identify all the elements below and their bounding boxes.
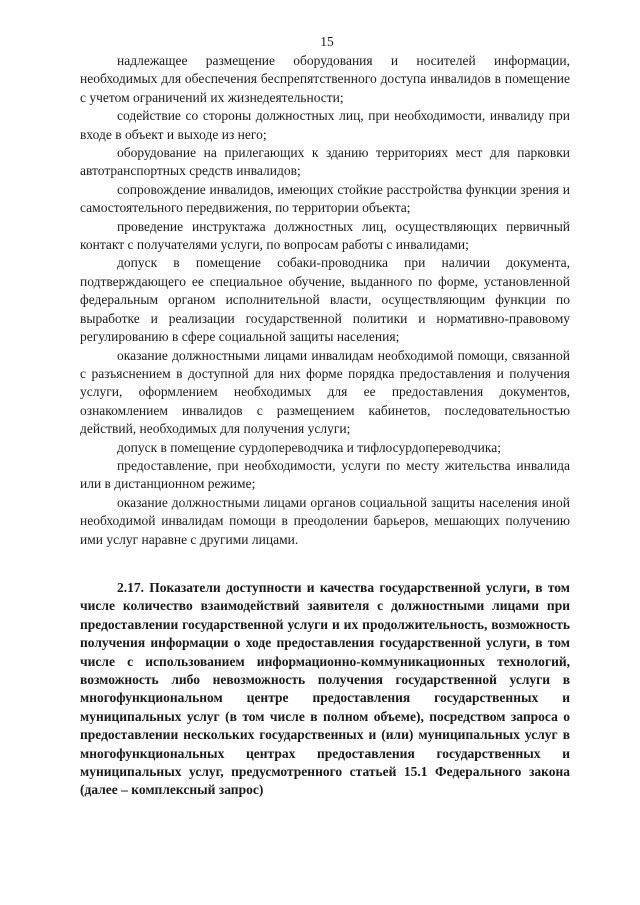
paragraph-remote-service: предоставление, при необходимости, услуги по месту жительства инвалида или в дистанционном режиме; bbox=[80, 457, 570, 492]
paragraph-equipment-placement: надлежащее размещение оборудования и носителей информации, необходимых для обеспечения беспрепятственного доступа инвалидов в помещение с учетом ограничений их жизнедеятельности; bbox=[80, 53, 570, 105]
paragraph-guide-dog: допуск в помещение собаки-проводника при наличии документа, подтверждающего ее специальное обучение, выданного по форме, установленной федеральным органом исполнительной власти, осуществляющим функции по выработке и реализации государственной политики и нормативно-правовому регулированию в сфере социальной защиты населения; bbox=[80, 255, 570, 345]
paragraph-barrier-help: оказание должностными лицами органов социальной защиты населения иной необходимой инвалидам помощи в преодолении барьеров, мешающих получению ими услуг наравне с другими лицами. bbox=[80, 494, 570, 547]
paragraph-sign-interpreter: допуск в помещение сурдопереводчика и тифлосурдопереводчика; bbox=[117, 439, 501, 455]
page-number: 15 bbox=[320, 34, 334, 49]
document-page bbox=[80, 34, 570, 800]
section-spacer bbox=[80, 549, 570, 579]
paragraph-staff-assistance: оказание должностными лицами инвалидам необходимой помощи, связанной с разъяснением в доступной для них форме порядка предоставления и получения услуги, оформлением необходимых для ее предоставления документов, ознакомлением инвалидов с размещением кабинетов, последовательностью действий, необходимых для получения услуги; bbox=[80, 347, 570, 437]
paragraph-escort: сопровождение инвалидов, имеющих стойкие расстройства функции зрения и самостоятельного передвижения, по территории объекта; bbox=[80, 181, 570, 216]
paragraph-entry-assistance: содействие со стороны должностных лиц, при необходимости, инвалиду при входе в объект и выходе из него; bbox=[80, 108, 570, 142]
paragraph-parking: оборудование на прилегающих к зданию территориях мест для парковки автотранспортных средств инвалидов; bbox=[80, 145, 570, 179]
section-heading-2-17: 2.17. Показатели доступности и качества государственной услуги, в том числе количество взаимодействий заявителя с должностными лицами при предоставлении государственной услуги и их продолжительность, возможность получения информации о ходе предоставления государственной услуги, в том числе с использованием информационно-коммуникационных технологий, возможность либо невозможность получения государственной услуги в многофункциональном центре предоставления государственных и муниципальных услуг (в том числе в полном объеме), посредством запроса о предоставлении нескольких государственных и (или) муниципальных услуг в многофункциональных центрах предоставления государственных и муниципальных услуг, предусмотренного статьей 15.1 Федерального закона (далее – комплексный запрос) bbox=[80, 579, 570, 798]
paragraph-staff-briefing: проведение инструктажа должностных лиц, осуществляющих первичный контакт с получателями услуги, по вопросам работы с инвалидами; bbox=[80, 218, 570, 253]
